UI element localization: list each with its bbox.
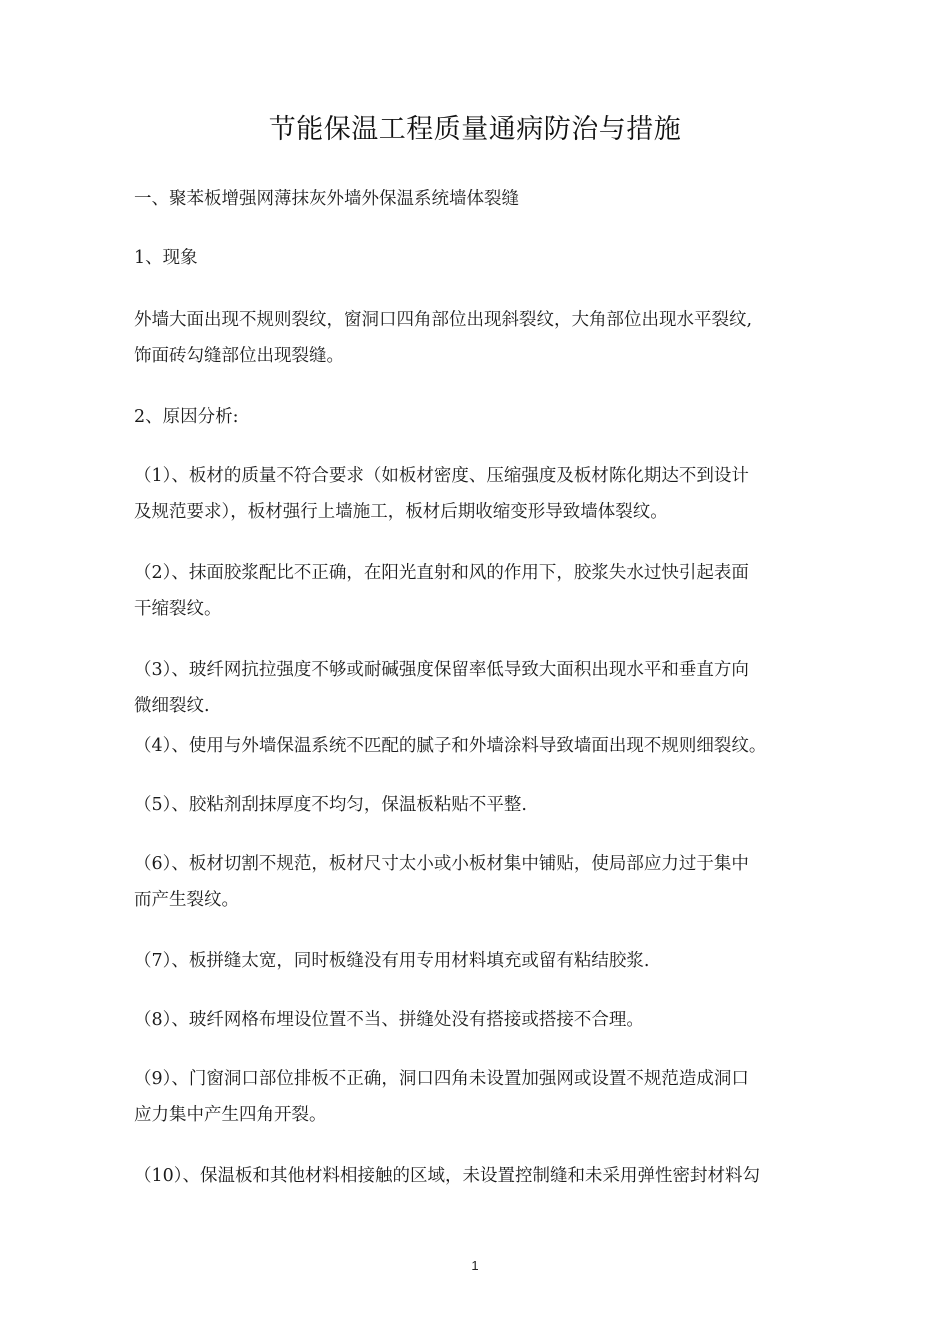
paragraph-line: 微细裂纹. <box>134 696 210 716</box>
paragraph-line: （8）、玻纤网格布埋设位置不当、拼缝处没有搭接或搭接不合理。 <box>134 1010 644 1030</box>
paragraph-line: （3）、玻纤网抗拉强度不够或耐碱强度保留率低导致大面积出现水平和垂直方向 <box>134 660 749 680</box>
document-title: 节能保温工程质量通病防治与措施 <box>268 114 682 145</box>
paragraph-line: （5）、胶粘剂刮抹厚度不均匀，保温板粘贴不平整. <box>134 795 527 815</box>
paragraph-line: 应力集中产生四角开裂。 <box>134 1105 327 1125</box>
page-number: 1 <box>471 1258 479 1273</box>
paragraph-line: （9）、门窗洞口部位排板不正确，洞口四角未设置加强网或设置不规范造成洞口 <box>134 1069 749 1089</box>
phenomenon-heading: 1、现象 <box>134 248 198 268</box>
paragraph-line: （6）、板材切割不规范，板材尺寸太小或小板材集中铺贴，使局部应力过于集中 <box>134 854 749 874</box>
section-heading: 一、聚苯板增强网薄抹灰外墙外保温系统墙体裂缝 <box>134 189 519 209</box>
paragraph-line: （10）、保温板和其他材料相接触的区域，未设置控制缝和未采用弹性密封材料勾 <box>134 1166 761 1186</box>
paragraph-line: （2）、抹面胶浆配比不正确，在阳光直射和风的作用下，胶浆失水过快引起表面 <box>134 563 749 583</box>
cause-heading: 2、原因分析: <box>134 407 239 427</box>
paragraph-line: 干缩裂纹。 <box>134 599 222 619</box>
paragraph-line: 外墙大面出现不规则裂纹，窗洞口四角部位出现斜裂纹，大角部位出现水平裂纹, <box>134 310 753 330</box>
paragraph-line: （1）、板材的质量不符合要求（如板材密度、压缩强度及板材陈化期达不到设计 <box>134 466 749 486</box>
paragraph-line: 饰面砖勾缝部位出现裂缝。 <box>134 346 344 366</box>
paragraph-line: （7）、板拼缝太宽，同时板缝没有用专用材料填充或留有粘结胶浆. <box>134 951 650 971</box>
paragraph-line: （4）、使用与外墙保温系统不匹配的腻子和外墙涂料导致墙面出现不规则细裂纹。 <box>134 736 767 756</box>
paragraph-line: 及规范要求），板材强行上墙施工，板材后期收缩变形导致墙体裂纹。 <box>134 502 668 522</box>
paragraph-line: 而产生裂纹。 <box>134 890 239 910</box>
